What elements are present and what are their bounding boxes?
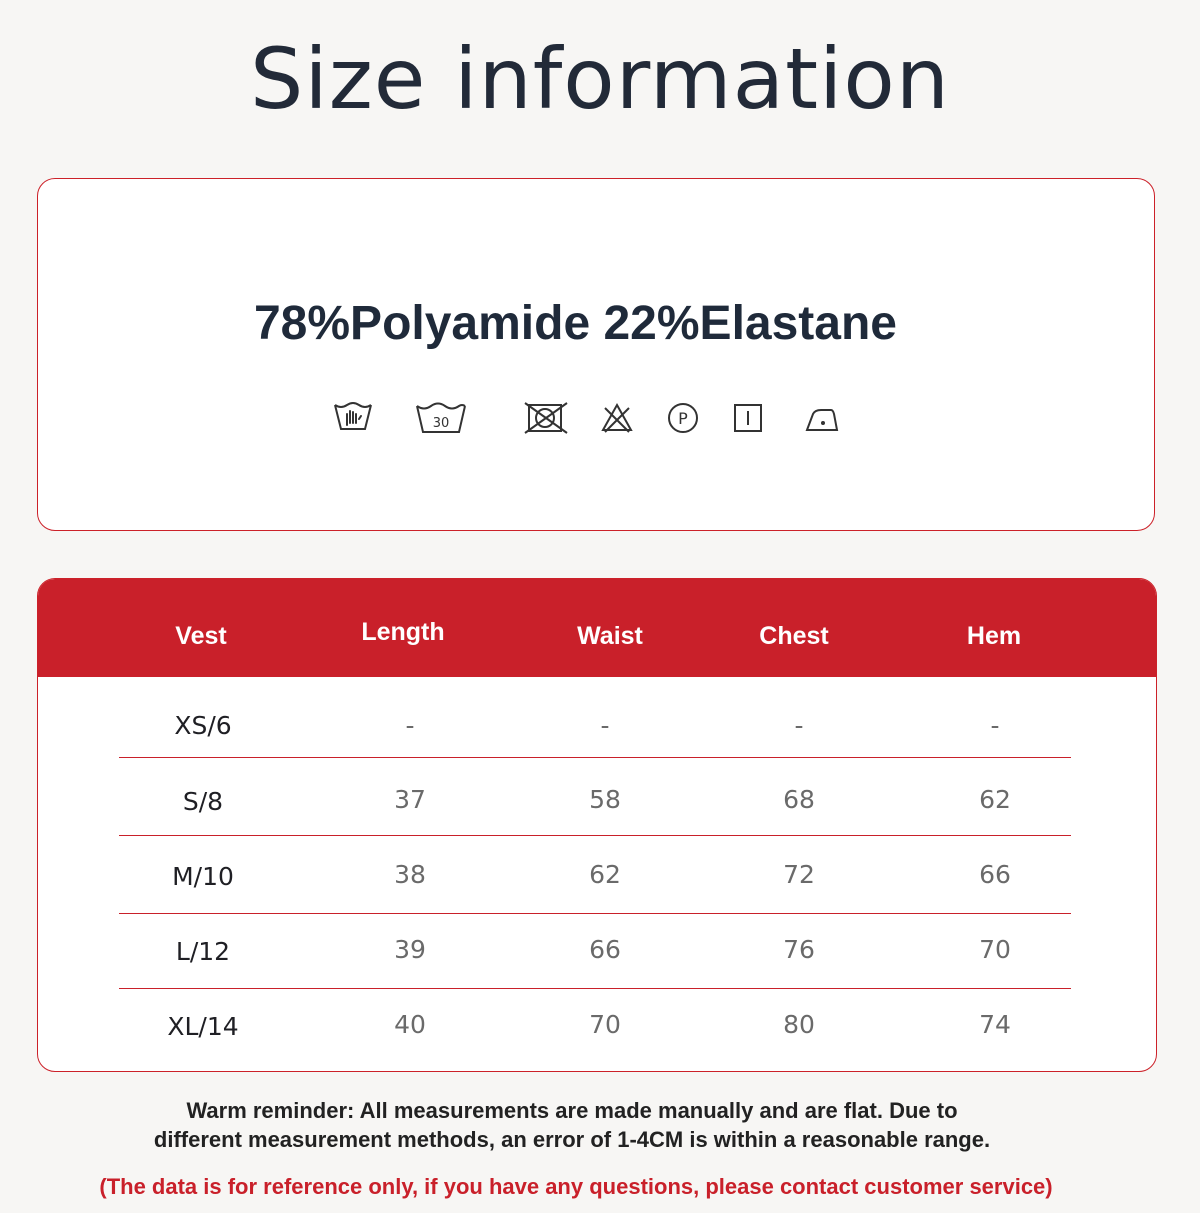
size-table bbox=[37, 578, 1157, 1072]
table-cell: - bbox=[405, 711, 415, 740]
table-cell: 72 bbox=[783, 860, 815, 889]
table-cell: 62 bbox=[589, 860, 621, 889]
iron-low-icon bbox=[805, 402, 839, 434]
column-header-waist: Waist bbox=[577, 621, 643, 650]
table-cell: 39 bbox=[394, 935, 426, 964]
reference-disclaimer: (The data is for reference only, if you have any questions, please contact customer service) bbox=[99, 1174, 1053, 1199]
row-size-label: S/8 bbox=[182, 787, 224, 816]
row-size-label: L/12 bbox=[175, 937, 231, 966]
warm-reminder-line-2: different measurement methods, an error of 1-4CM is within a reasonable range. bbox=[153, 1127, 991, 1152]
table-cell: 40 bbox=[394, 1010, 426, 1039]
table-cell: 70 bbox=[979, 935, 1011, 964]
wash-30-icon bbox=[415, 400, 467, 436]
row-size-label: M/10 bbox=[172, 862, 234, 891]
table-cell: 76 bbox=[783, 935, 815, 964]
column-header-chest: Chest bbox=[759, 621, 829, 650]
table-cell: - bbox=[600, 711, 610, 740]
table-cell: 38 bbox=[394, 860, 426, 889]
dry-clean-p-icon bbox=[667, 402, 699, 434]
table-cell: 70 bbox=[589, 1010, 621, 1039]
row-divider bbox=[119, 988, 1071, 989]
table-cell: 80 bbox=[783, 1010, 815, 1039]
wash-temperature-label: 30 bbox=[432, 416, 450, 431]
table-cell: 37 bbox=[394, 785, 426, 814]
page-title: Size information bbox=[250, 30, 950, 128]
table-cell: 74 bbox=[979, 1010, 1011, 1039]
warm-reminder bbox=[0, 1096, 1144, 1154]
do-not-tumble-dry-icon bbox=[523, 401, 569, 435]
row-size-label: XS/6 bbox=[174, 711, 232, 740]
warm-reminder-line-1: Warm reminder: All measurements are made manually and are flat. Due to bbox=[186, 1098, 958, 1123]
table-cell: - bbox=[794, 711, 804, 740]
table-cell: 68 bbox=[783, 785, 815, 814]
fabric-composition: 78%Polyamide 22%Elastane bbox=[253, 297, 897, 350]
hand-wash-icon bbox=[333, 399, 373, 435]
table-cell: 66 bbox=[979, 860, 1011, 889]
table-cell: 66 bbox=[589, 935, 621, 964]
row-size-label: XL/14 bbox=[167, 1012, 239, 1041]
svg-text:P: P bbox=[678, 409, 688, 428]
column-header-length: Length bbox=[361, 617, 445, 646]
row-divider bbox=[119, 913, 1071, 914]
column-header-vest: Vest bbox=[175, 621, 227, 650]
table-cell: 62 bbox=[979, 785, 1011, 814]
do-not-bleach-icon bbox=[601, 402, 633, 434]
row-divider bbox=[119, 757, 1071, 758]
line-dry-icon bbox=[733, 403, 763, 433]
row-divider bbox=[119, 835, 1071, 836]
table-cell: 58 bbox=[589, 785, 621, 814]
column-header-hem: Hem bbox=[966, 621, 1022, 650]
table-cell: - bbox=[990, 711, 1000, 740]
